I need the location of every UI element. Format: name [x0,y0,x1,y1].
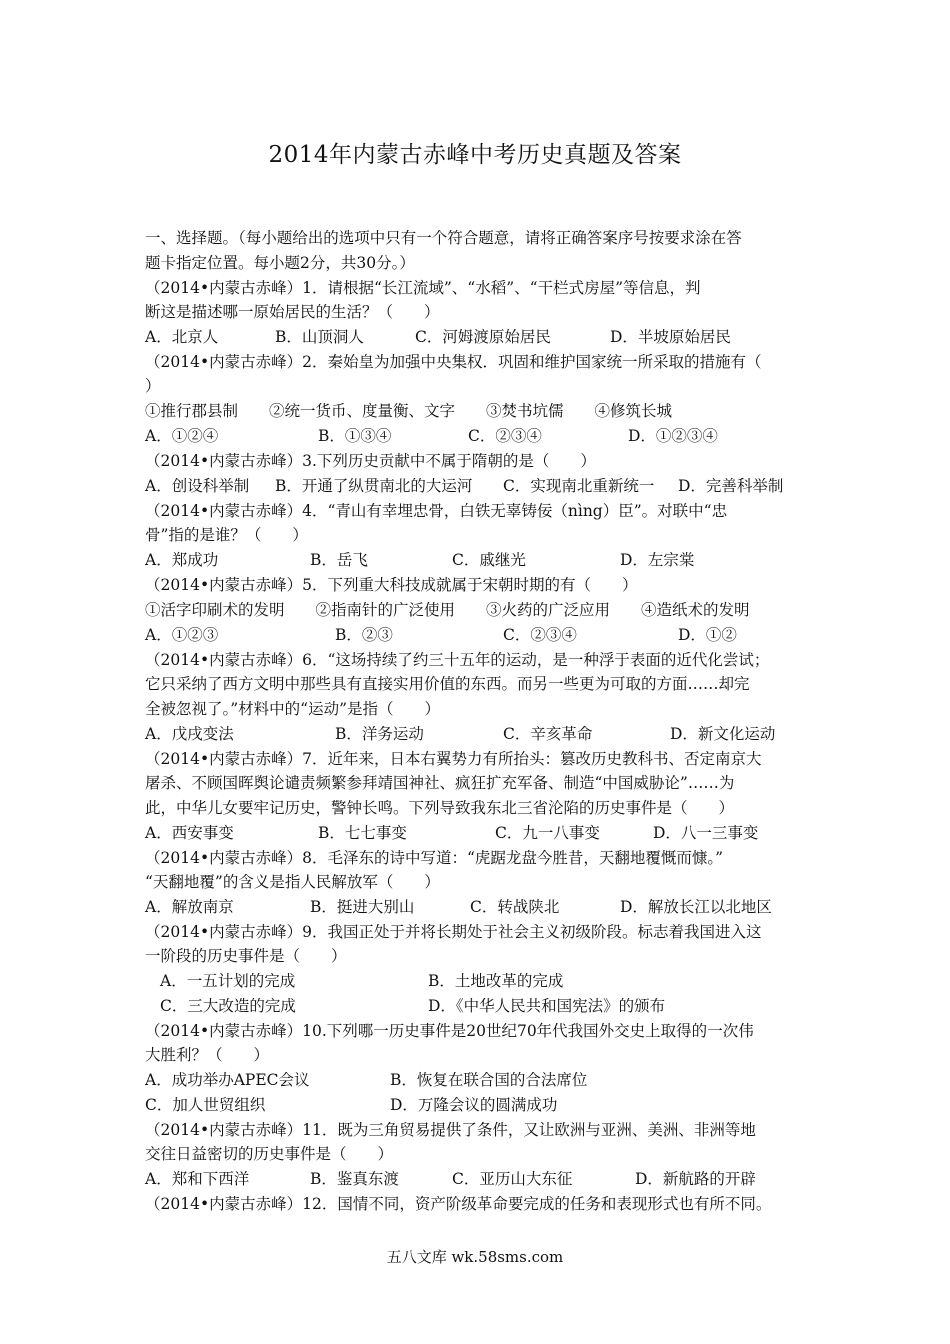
option-a: A．北京人 [145,328,219,346]
option-b: B．开通了纵贯南北的大运河 [275,477,473,495]
option-d: D．①②③④ [628,427,718,445]
question-8-line-1: （2014•内蒙古赤峰）8．毛泽东的诗中写道：“虎踞龙盘今胜昔，天翻地覆慨而慷。” [145,849,724,867]
question-2-line-2: ） [145,377,161,395]
option-d: D．完善科举制 [678,477,784,495]
option-d: D．新文化运动 [670,725,776,743]
document-title: 2014年内蒙古赤峰中考历史真题及答案 [268,142,682,168]
question-5-line-1: （2014•内蒙古赤峰）5．下列重大科技成就属于宋朝时期的有（ ） [145,576,638,594]
option-d: D．解放长江以北地区 [620,898,772,916]
option-a: A．戊戌变法 [145,725,234,743]
question-11-line-2: 交往日益密切的历史事件是（ ） [145,1145,394,1163]
question-10-line-1: （2014•内蒙古赤峰）10.下列哪一历史事件是20世纪70年代我国外交史上取得的一次伟 [145,1022,754,1040]
option-b: B．②③ [335,626,393,644]
option-b: B．鉴真东渡 [310,1170,399,1188]
section-intro-line-1: 一、选择题。（每小题给出的选项中只有一个符合题意，请将正确答案序号按要求涂在答 [145,229,742,247]
question-1-line-1: （2014•内蒙古赤峰）1．请根据“长江流域”、“水稻”、“干栏式房屋”等信息，判 [145,279,701,297]
option-c: C．戚继光 [452,551,526,569]
section-intro-line-2: 题卡指定位置。每小题2分，共30分。） [145,254,415,272]
footer-watermark: 五八文库 wk.58sms.com [386,1248,564,1266]
option-c: C．加人世贸组织 [145,1096,266,1114]
question-5-items: ①活字印刷术的发明 ②指南针的广泛使用 ③火药的广泛应用 ④造纸术的发明 [145,601,750,619]
option-b: B．七七事变 [318,824,407,842]
option-c: C．河姆渡原始居民 [415,328,551,346]
option-a: A．①②④ [145,427,219,445]
option-a: A．郑和下西洋 [145,1170,250,1188]
question-3-line-1: （2014•内蒙古赤峰）3.下列历史贡献中不属于隋朝的是（ ） [145,452,596,470]
question-7-line-3: 此，中华儿女要牢记历史，警钟长鸣。下列导致我东北三省沦陷的历史事件是（ ） [145,799,735,817]
option-c: C．②③④ [468,427,542,445]
option-a: A．西安事变 [145,824,234,842]
question-6-line-2: 它只采纳了西方文明中那些具有直接实用价值的东西。而另一些更为可取的方面……却完 [145,675,750,693]
question-7-line-1: （2014•内蒙古赤峰）7．近年来，日本右翼势力有所抬头：篡改历史教科书、否定南京大 [145,750,762,768]
option-b: B．挺进大别山 [310,898,415,916]
option-a: A．解放南京 [145,898,234,916]
option-a: A．一五计划的完成 [160,972,296,990]
option-a: A．郑成功 [145,551,219,569]
option-b: B．土地改革的完成 [428,972,564,990]
question-4-line-1: （2014•内蒙古赤峰）4．“青山有幸埋忠骨，白铁无辜铸佞（nìng）臣”。对联中“忠 [145,502,728,520]
option-d: D．万隆会议的圆满成功 [390,1096,558,1114]
question-2-items: ①推行郡县制 ②统一货币、度量衡、文字 ③焚书坑儒 ④修筑长城 [145,402,673,420]
option-c: C．三大改造的完成 [160,997,296,1015]
question-8-line-2: “天翻地覆”的含义是指人民解放军（ ） [145,873,440,891]
option-d: D．半坡原始居民 [610,328,731,346]
option-a: A．①②③ [145,626,219,644]
option-c: C．辛亥革命 [503,725,593,743]
option-b: B．①③④ [318,427,392,445]
question-9-line-1: （2014•内蒙古赤峰）9．我国正处于并将长期处于社会主义初级阶段。标志着我国进入这 [145,923,762,941]
option-b: B．恢复在联合国的合法席位 [390,1071,588,1089]
question-10-line-2: 大胜利？（ ） [145,1046,270,1064]
question-6-line-1: （2014•内蒙古赤峰）6．“这场持续了约三十五年的运动，是一种浮于表面的近代化尝试； [145,651,770,669]
option-c: C．九一八事变 [495,824,600,842]
option-c: C．亚历山大东征 [452,1170,573,1188]
question-6-line-3: 全被忽视了。”材料中的“运动”是指（ ） [145,700,441,718]
option-c: C．②③④ [503,626,577,644]
option-d: D．新航路的开辟 [635,1170,756,1188]
option-d: D．左宗棠 [620,551,695,569]
option-c: C．实现南北重新统一 [503,477,655,495]
option-b: B．山顶洞人 [275,328,364,346]
option-a: A．创设科举制 [145,477,250,495]
question-12-line-1: （2014•内蒙古赤峰）12．国情不同，资产阶级革命要完成的任务和表现形式也有所不同。 [145,1195,772,1213]
question-7-line-2: 屠杀、不顾国晖舆论谴责频繁参拜靖国神社、疯狂扩充军备、制造“中国威胁论”……为 [145,774,735,792]
option-a: A．成功举办APEC会议 [145,1071,310,1089]
question-9-line-2: 一阶段的历史事件是（ ） [145,947,347,965]
question-2-line-1: （2014•内蒙古赤峰）2．秦始皇为加强中央集权．巩固和维护国家统一所采取的措施有（ [145,353,762,371]
question-4-line-2: 骨”指的是谁？（ ） [145,526,308,544]
option-b: B．岳飞 [310,551,368,569]
option-d: D．八一三事变 [653,824,759,842]
question-1-line-2: 断这是描述哪一原始居民的生活？（ ） [145,303,440,321]
option-c: C．转战陕北 [470,898,560,916]
question-11-line-1: （2014•内蒙古赤峰）11．既为三角贸易提供了条件，又让欧洲与亚洲、美洲、非洲等地 [145,1121,756,1139]
option-d: D．①② [678,626,737,644]
option-b: B．洋务运动 [335,725,424,743]
option-d: D．《中华人民共和国宪法》的颁布 [428,997,666,1015]
